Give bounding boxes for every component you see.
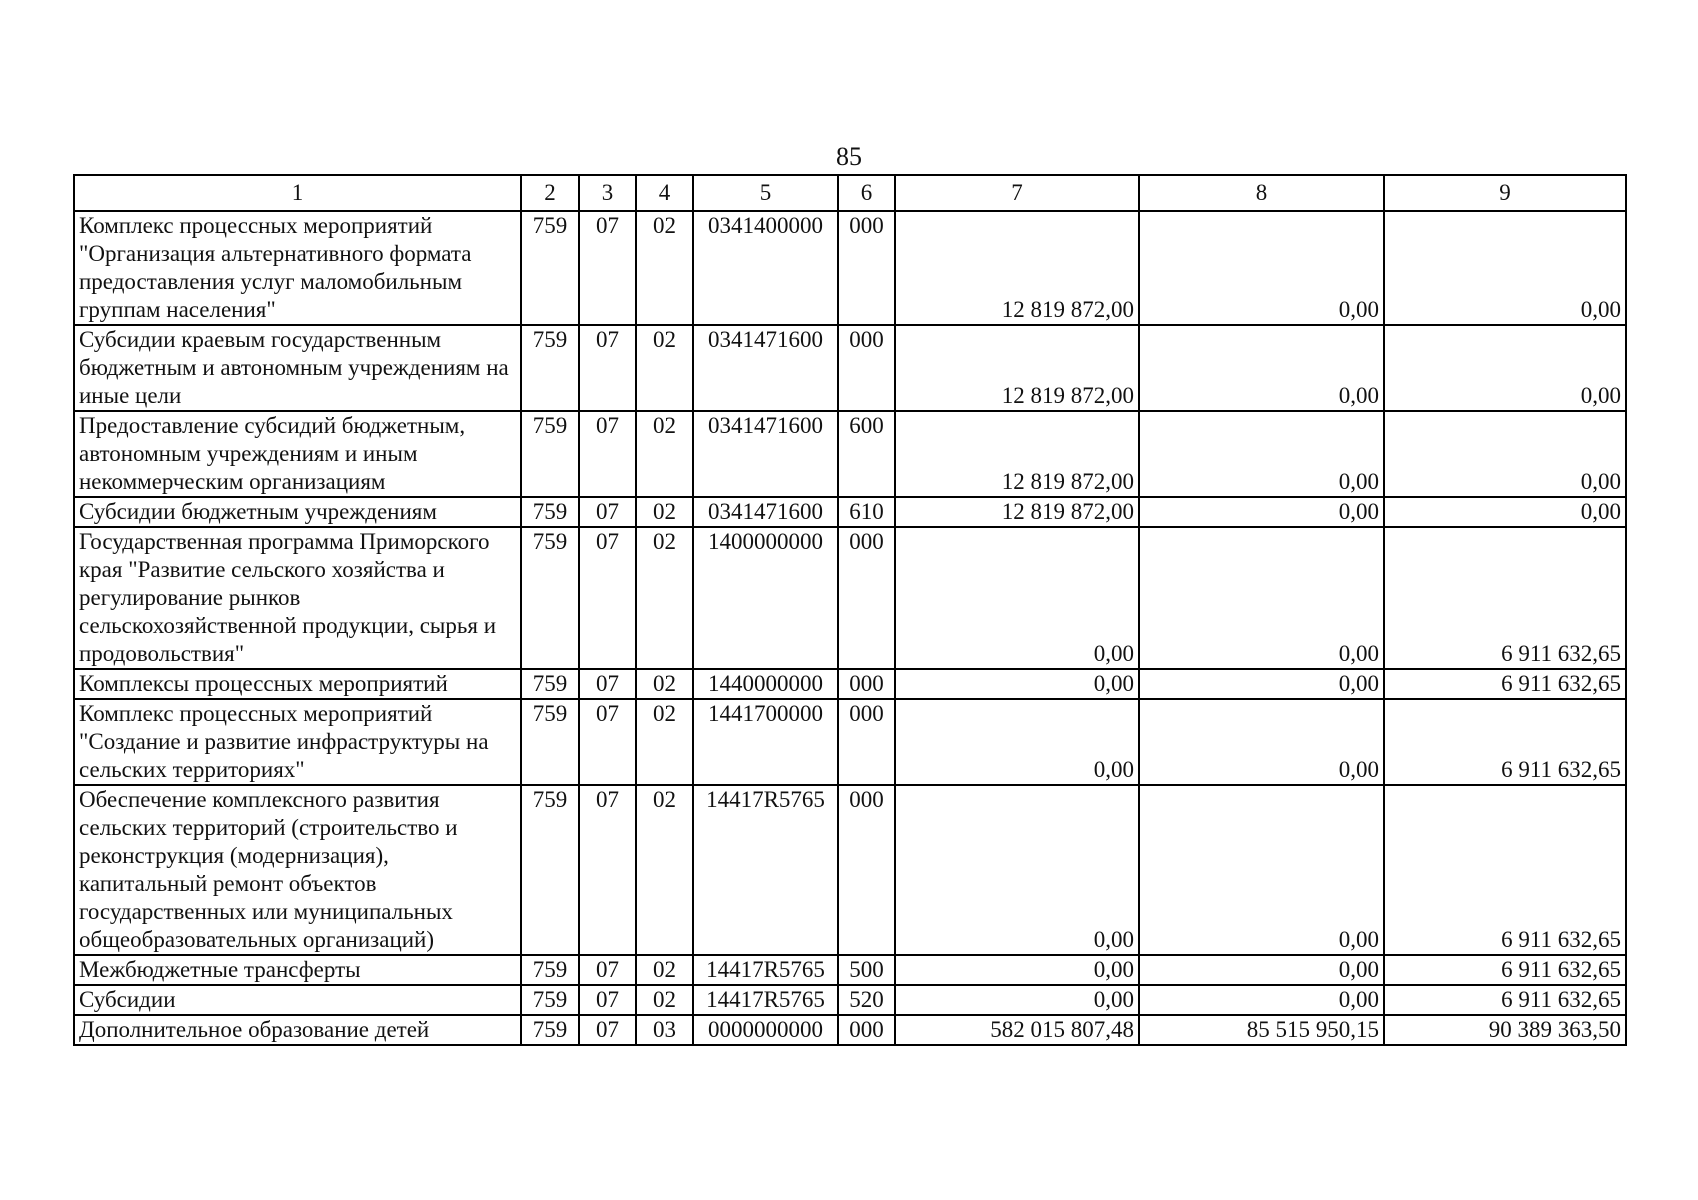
row-code-col2: 759 [521, 1015, 579, 1045]
row-code-col6: 000 [838, 211, 895, 325]
row-amount-col9: 6 911 632,65 [1384, 955, 1626, 985]
row-code-col3: 07 [579, 699, 636, 785]
row-code-col5: 0341471600 [693, 411, 838, 497]
row-description: Комплекс процессных мероприятий "Создание и развитие инфраструктуры на сельских территориях" [74, 699, 521, 785]
row-description: Субсидии краевым государственным бюджетным и автономным учреждениям на иные цели [74, 325, 521, 411]
column-header: 1 [74, 175, 521, 211]
row-code-col3: 07 [579, 411, 636, 497]
row-code-col6: 610 [838, 497, 895, 527]
row-code-col6: 000 [838, 527, 895, 669]
table-body [74, 211, 1626, 1045]
row-code-col6: 000 [838, 699, 895, 785]
table-row [74, 785, 1626, 955]
row-code-col3: 07 [579, 985, 636, 1015]
row-code-col3: 07 [579, 1015, 636, 1045]
row-code-col5: 0341471600 [693, 325, 838, 411]
row-code-col4: 02 [636, 955, 693, 985]
row-code-col6: 000 [838, 785, 895, 955]
row-description: Межбюджетные трансферты [74, 955, 521, 985]
row-code-col2: 759 [521, 785, 579, 955]
row-code-col3: 07 [579, 527, 636, 669]
row-amount-col9: 6 911 632,65 [1384, 699, 1626, 785]
row-amount-col9: 6 911 632,65 [1384, 669, 1626, 699]
table-row [74, 527, 1626, 669]
column-header: 8 [1139, 175, 1384, 211]
row-amount-col8: 0,00 [1139, 785, 1384, 955]
row-code-col2: 759 [521, 325, 579, 411]
row-code-col4: 02 [636, 211, 693, 325]
row-amount-col8: 0,00 [1139, 669, 1384, 699]
row-description: Комплекс процессных мероприятий "Организация альтернативного формата предоставления услуг маломобильным группам населения" [74, 211, 521, 325]
column-header: 9 [1384, 175, 1626, 211]
row-code-col6: 500 [838, 955, 895, 985]
row-amount-col7: 12 819 872,00 [895, 497, 1139, 527]
row-code-col2: 759 [521, 527, 579, 669]
table-row [74, 325, 1626, 411]
row-code-col3: 07 [579, 497, 636, 527]
row-code-col2: 759 [521, 699, 579, 785]
table-row [74, 211, 1626, 325]
row-amount-col8: 0,00 [1139, 527, 1384, 669]
row-amount-col7: 0,00 [895, 669, 1139, 699]
table-row [74, 411, 1626, 497]
table-row [74, 1015, 1626, 1045]
row-amount-col7: 582 015 807,48 [895, 1015, 1139, 1045]
row-amount-col8: 85 515 950,15 [1139, 1015, 1384, 1045]
column-header: 5 [693, 175, 838, 211]
row-code-col4: 02 [636, 497, 693, 527]
row-amount-col8: 0,00 [1139, 211, 1384, 325]
row-description: Обеспечение комплексного развития сельских территорий (строительство и реконструкция (модернизация), капитальный ремонт объектов государственных или муниципальных общеобразовательных организаций) [74, 785, 521, 955]
row-code-col2: 759 [521, 211, 579, 325]
row-code-col3: 07 [579, 211, 636, 325]
row-amount-col9: 6 911 632,65 [1384, 785, 1626, 955]
row-amount-col8: 0,00 [1139, 699, 1384, 785]
row-code-col3: 07 [579, 669, 636, 699]
row-code-col5: 1400000000 [693, 527, 838, 669]
table-row [74, 699, 1626, 785]
row-amount-col8: 0,00 [1139, 325, 1384, 411]
row-amount-col9: 0,00 [1384, 411, 1626, 497]
column-header: 2 [521, 175, 579, 211]
row-code-col4: 02 [636, 527, 693, 669]
table-row [74, 669, 1626, 699]
row-code-col5: 1440000000 [693, 669, 838, 699]
budget-table [73, 174, 1627, 1046]
row-code-col4: 02 [636, 325, 693, 411]
row-code-col5: 14417R5765 [693, 785, 838, 955]
row-amount-col9: 0,00 [1384, 211, 1626, 325]
row-code-col2: 759 [521, 669, 579, 699]
column-header: 3 [579, 175, 636, 211]
row-amount-col9: 6 911 632,65 [1384, 985, 1626, 1015]
row-code-col4: 02 [636, 985, 693, 1015]
row-amount-col7: 0,00 [895, 785, 1139, 955]
row-amount-col7: 12 819 872,00 [895, 325, 1139, 411]
row-amount-col9: 0,00 [1384, 497, 1626, 527]
row-amount-col7: 12 819 872,00 [895, 211, 1139, 325]
row-code-col4: 02 [636, 785, 693, 955]
row-description: Государственная программа Приморского края "Развитие сельского хозяйства и регулирование рынков сельскохозяйственной продукции, сырья и продовольствия" [74, 527, 521, 669]
row-code-col2: 759 [521, 411, 579, 497]
row-description: Предоставление субсидий бюджетным, автономным учреждениям и иным некоммерческим организациям [74, 411, 521, 497]
page-number: 85 [836, 142, 862, 171]
row-code-col5: 0341400000 [693, 211, 838, 325]
row-amount-col7: 12 819 872,00 [895, 411, 1139, 497]
row-code-col2: 759 [521, 955, 579, 985]
row-amount-col9: 6 911 632,65 [1384, 527, 1626, 669]
row-code-col6: 000 [838, 325, 895, 411]
row-code-col6: 000 [838, 669, 895, 699]
column-header: 6 [838, 175, 895, 211]
row-code-col3: 07 [579, 325, 636, 411]
row-description: Субсидии [74, 985, 521, 1015]
row-code-col2: 759 [521, 497, 579, 527]
row-code-col5: 14417R5765 [693, 955, 838, 985]
table-row [74, 985, 1626, 1015]
row-code-col3: 07 [579, 785, 636, 955]
row-code-col4: 02 [636, 669, 693, 699]
row-amount-col9: 90 389 363,50 [1384, 1015, 1626, 1045]
row-code-col6: 000 [838, 1015, 895, 1045]
row-code-col5: 0000000000 [693, 1015, 838, 1045]
row-code-col6: 520 [838, 985, 895, 1015]
row-amount-col7: 0,00 [895, 985, 1139, 1015]
header-row [74, 175, 1626, 211]
row-code-col3: 07 [579, 955, 636, 985]
row-amount-col8: 0,00 [1139, 497, 1384, 527]
table-row [74, 497, 1626, 527]
column-header: 7 [895, 175, 1139, 211]
row-code-col5: 0341471600 [693, 497, 838, 527]
row-amount-col8: 0,00 [1139, 955, 1384, 985]
row-description: Комплексы процессных мероприятий [74, 669, 521, 699]
row-description: Дополнительное образование детей [74, 1015, 521, 1045]
row-amount-col7: 0,00 [895, 955, 1139, 985]
row-amount-col8: 0,00 [1139, 411, 1384, 497]
table-row [74, 955, 1626, 985]
row-description: Субсидии бюджетным учреждениям [74, 497, 521, 527]
row-code-col6: 600 [838, 411, 895, 497]
row-code-col5: 1441700000 [693, 699, 838, 785]
row-amount-col7: 0,00 [895, 527, 1139, 669]
row-code-col5: 14417R5765 [693, 985, 838, 1015]
row-code-col4: 02 [636, 411, 693, 497]
row-code-col4: 02 [636, 699, 693, 785]
row-code-col4: 03 [636, 1015, 693, 1045]
column-header: 4 [636, 175, 693, 211]
row-amount-col8: 0,00 [1139, 985, 1384, 1015]
row-amount-col9: 0,00 [1384, 325, 1626, 411]
row-code-col2: 759 [521, 985, 579, 1015]
row-amount-col7: 0,00 [895, 699, 1139, 785]
